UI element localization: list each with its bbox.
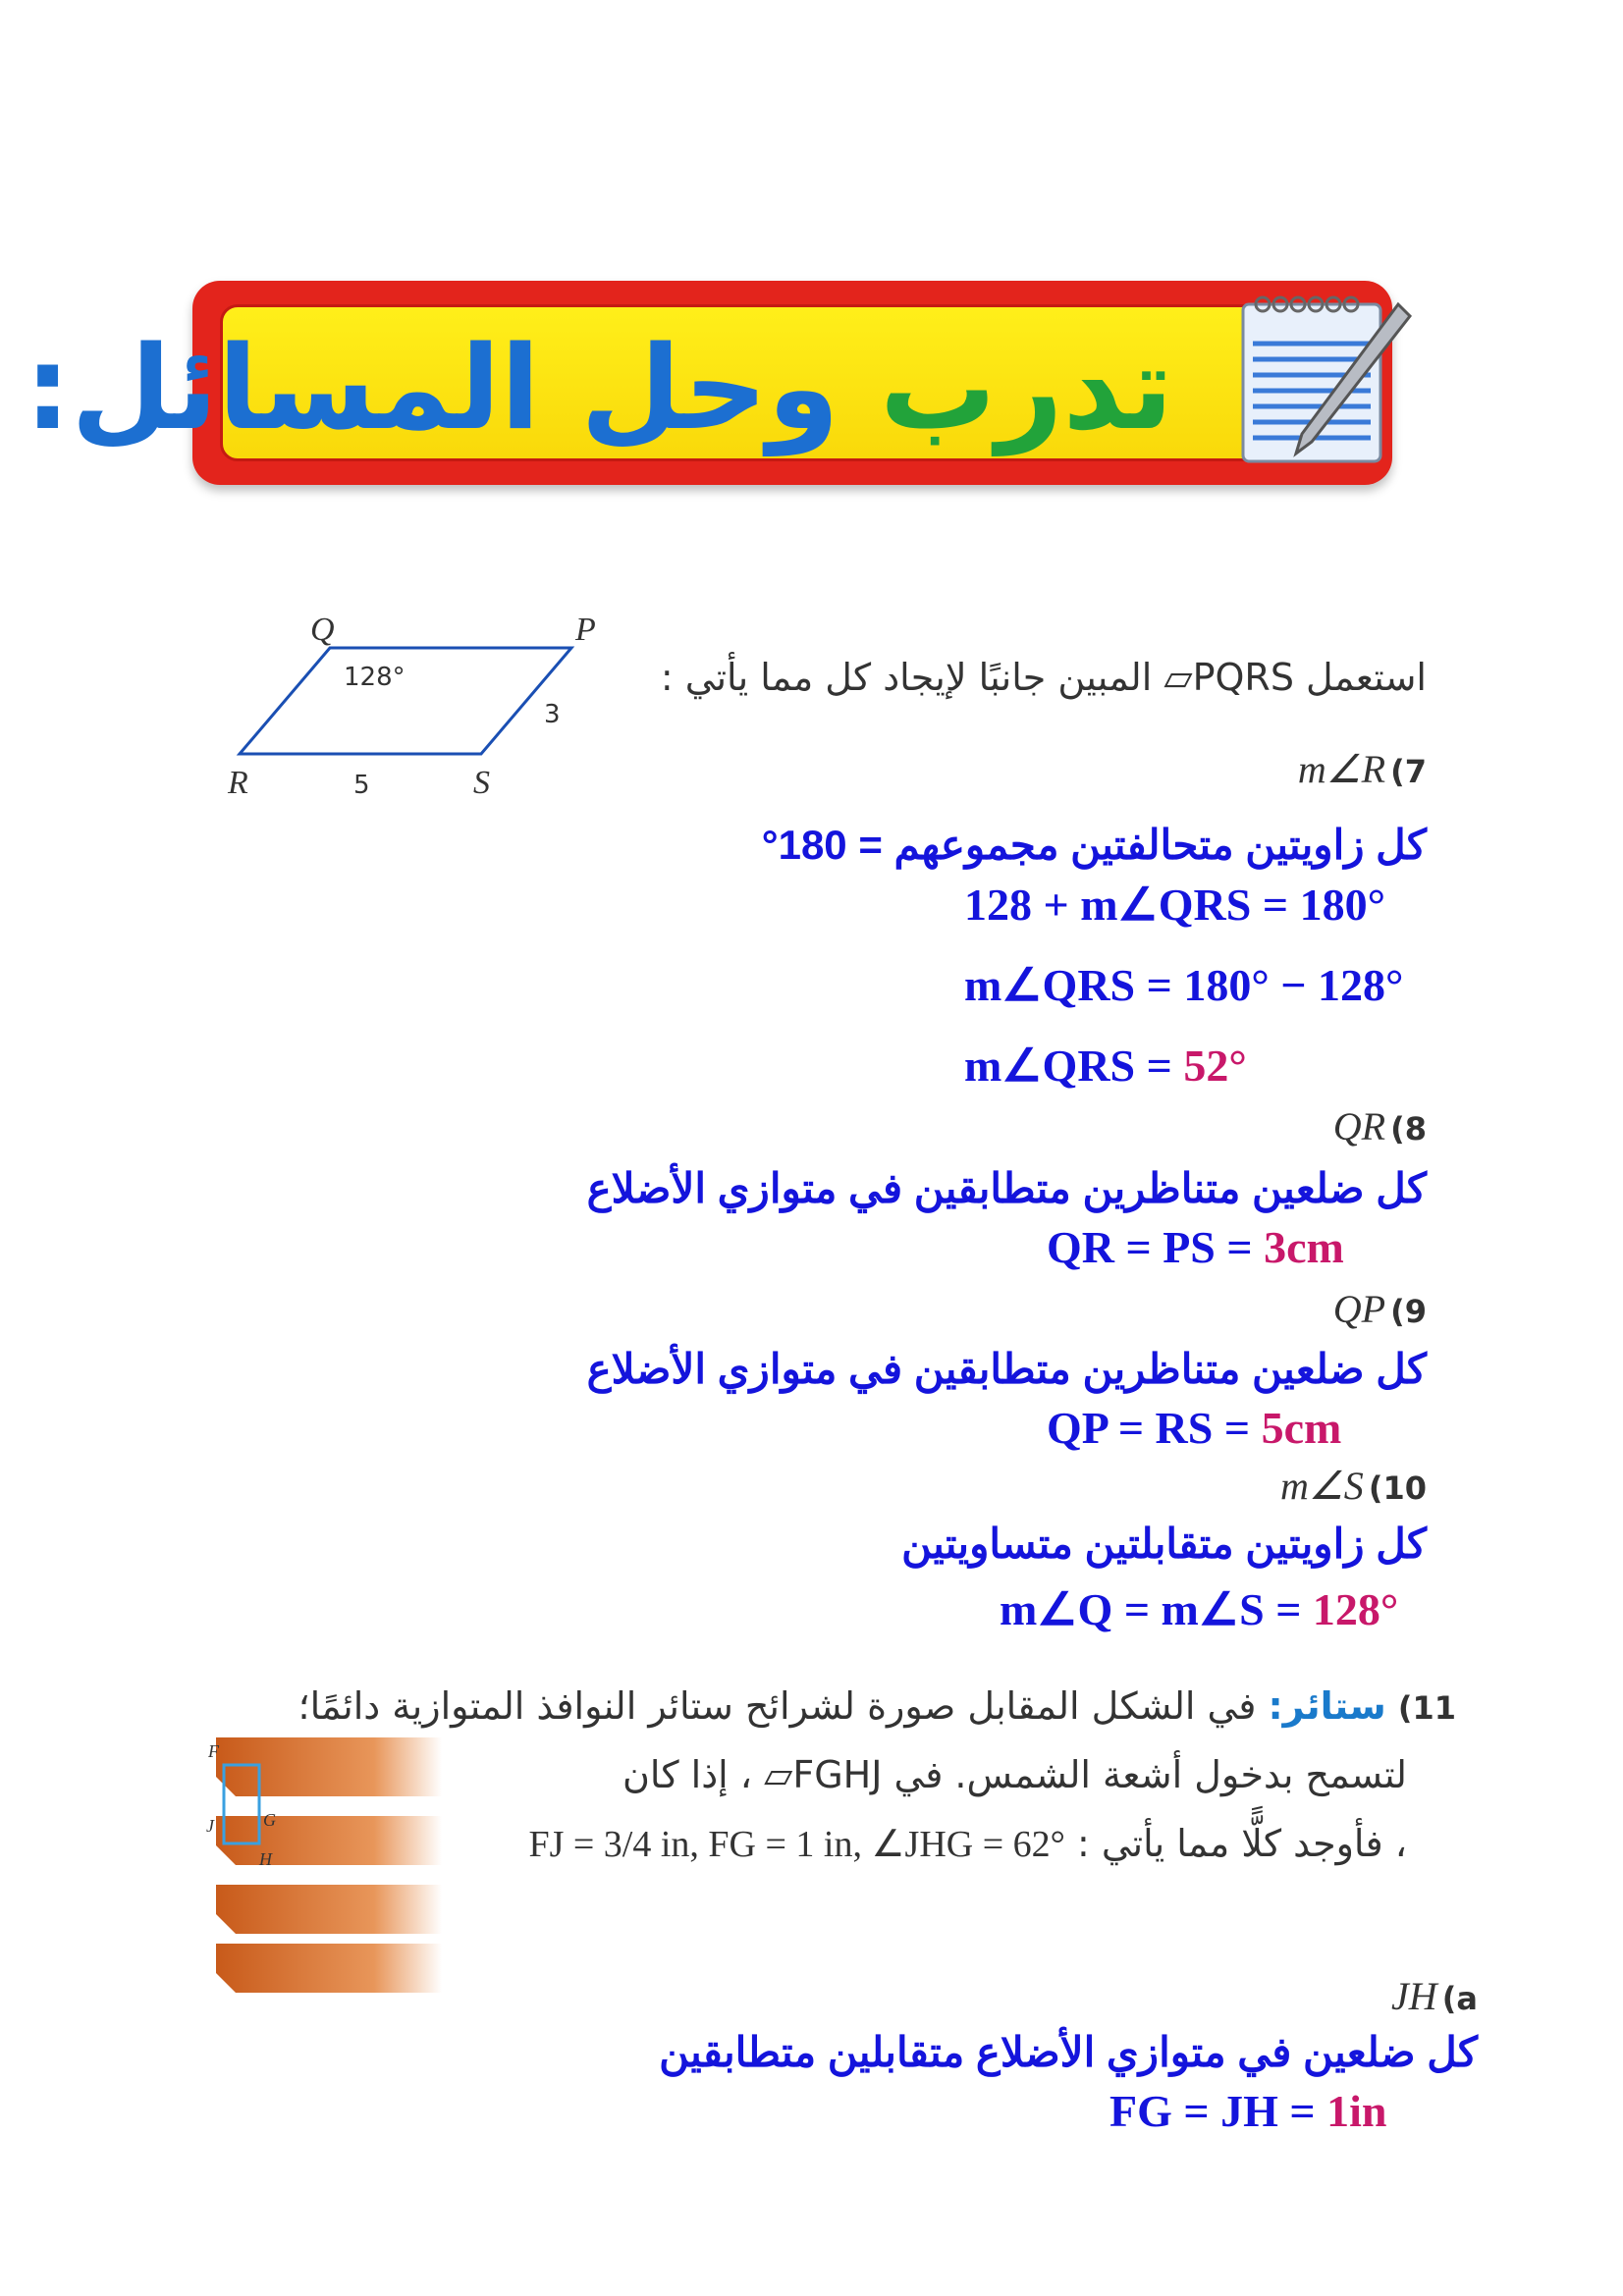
answer-8-eq-left: QR = PS = bbox=[1047, 1222, 1265, 1272]
answer-a-eq-left: FG = JH = bbox=[1109, 2086, 1327, 2136]
banner-title-part1: تدرب bbox=[880, 320, 1173, 455]
answer-9-eq-left: QP = RS = bbox=[1047, 1403, 1262, 1453]
question-8 bbox=[1333, 1103, 1427, 1149]
answer-10-eq-left: m∠Q = m∠S = bbox=[1000, 1584, 1313, 1634]
question-11-keyword: ستائر: bbox=[1268, 1684, 1386, 1728]
figure2-label-G: G bbox=[263, 1810, 276, 1830]
answer-7-eq1: 128 + m∠QRS = 180° bbox=[964, 880, 1385, 930]
figure2-label-F: F bbox=[208, 1741, 219, 1761]
intro-text: استعمل PQRS▱ المبين جانبًا لإيجاد كل مما يأتي : bbox=[660, 656, 1427, 699]
answer-10-reason: كل زاويتين متقابلتين متساويتين bbox=[901, 1521, 1427, 1567]
answer-a-reason: كل ضلعين في متوازي الأضلاع متقابلين متطابقين bbox=[659, 2029, 1478, 2075]
question-11-line1 bbox=[298, 1684, 1456, 1728]
figure2-label-J: J bbox=[206, 1816, 214, 1836]
question-8-label: QR bbox=[1332, 1104, 1386, 1148]
vertex-S: S bbox=[473, 765, 490, 801]
banner-inner bbox=[25, 304, 1294, 461]
question-8-number: (8 bbox=[1390, 1110, 1427, 1148]
notebook-pencil-icon bbox=[1223, 275, 1420, 471]
question-9-label: QP bbox=[1332, 1287, 1386, 1331]
question-11-text1: في الشكل المقابل صورة لشرائح ستائر النوافذ المتوازية دائمًا؛ bbox=[298, 1684, 1257, 1728]
vertex-R: R bbox=[228, 765, 248, 801]
side-label-5: 5 bbox=[353, 771, 370, 800]
vertex-Q: Q bbox=[310, 612, 335, 648]
question-11-line2: لتسمح بدخول أشعة الشمس. في FGHJ▱ ، إذا كان bbox=[622, 1753, 1407, 1796]
figure2-label-H: H bbox=[259, 1849, 272, 1869]
answer-7-reason: كل زاويتين متحالفتين مجموعهم = 180° bbox=[761, 822, 1427, 868]
answer-a-eq bbox=[1109, 2085, 1386, 2137]
question-11-number: 11) bbox=[1397, 1689, 1456, 1727]
answer-10-value: 128° bbox=[1312, 1584, 1399, 1634]
answer-8-eq bbox=[1047, 1221, 1344, 1273]
parallelogram-figure bbox=[216, 607, 599, 813]
answer-7-value: 52° bbox=[1183, 1041, 1247, 1091]
question-a-label: JH bbox=[1391, 1974, 1437, 2018]
answer-7-eq3-left: m∠QRS = bbox=[964, 1041, 1184, 1091]
question-9-number: (9 bbox=[1390, 1293, 1427, 1330]
angle-label: 128° bbox=[344, 663, 406, 692]
question-10-label: m∠S bbox=[1280, 1464, 1364, 1508]
answer-9-eq bbox=[1047, 1402, 1341, 1454]
question-a-number: (a bbox=[1441, 1980, 1478, 2017]
answer-8-reason: كل ضلعين متناظرين متطابقين في متوازي الأضلاع bbox=[586, 1165, 1427, 1211]
question-11-line3 bbox=[376, 1822, 1407, 1866]
question-11-line3-text: ، فأوجد كلًّا مما يأتي : bbox=[1076, 1822, 1407, 1865]
answer-8-value: 3cm bbox=[1264, 1222, 1344, 1272]
answer-a-value: 1in bbox=[1326, 2086, 1387, 2136]
answer-7-eq2: m∠QRS = 180° − 128° bbox=[964, 960, 1404, 1010]
vertex-P: P bbox=[575, 612, 596, 648]
question-10 bbox=[1280, 1463, 1427, 1509]
answer-9-value: 5cm bbox=[1261, 1403, 1342, 1453]
question-7 bbox=[1298, 746, 1427, 792]
banner-title-part2: وحل المسائل: bbox=[25, 320, 839, 455]
title-banner bbox=[25, 281, 1392, 485]
question-a bbox=[1391, 1973, 1478, 2019]
question-11-line3-math: FJ = 3/4 in, FG = 1 in, ∠JHG = 62° bbox=[528, 1824, 1065, 1865]
question-7-label: m∠R bbox=[1297, 747, 1386, 791]
answer-7-eq3 bbox=[964, 1039, 1247, 1092]
banner-title bbox=[25, 319, 1173, 456]
side-label-3: 3 bbox=[544, 700, 561, 729]
question-10-number: (10 bbox=[1368, 1469, 1427, 1507]
question-9 bbox=[1333, 1286, 1427, 1332]
question-7-number: (7 bbox=[1390, 753, 1427, 790]
answer-9-reason: كل ضلعين متناظرين متطابقين في متوازي الأضلاع bbox=[586, 1346, 1427, 1392]
answer-10-eq bbox=[1000, 1582, 1398, 1635]
